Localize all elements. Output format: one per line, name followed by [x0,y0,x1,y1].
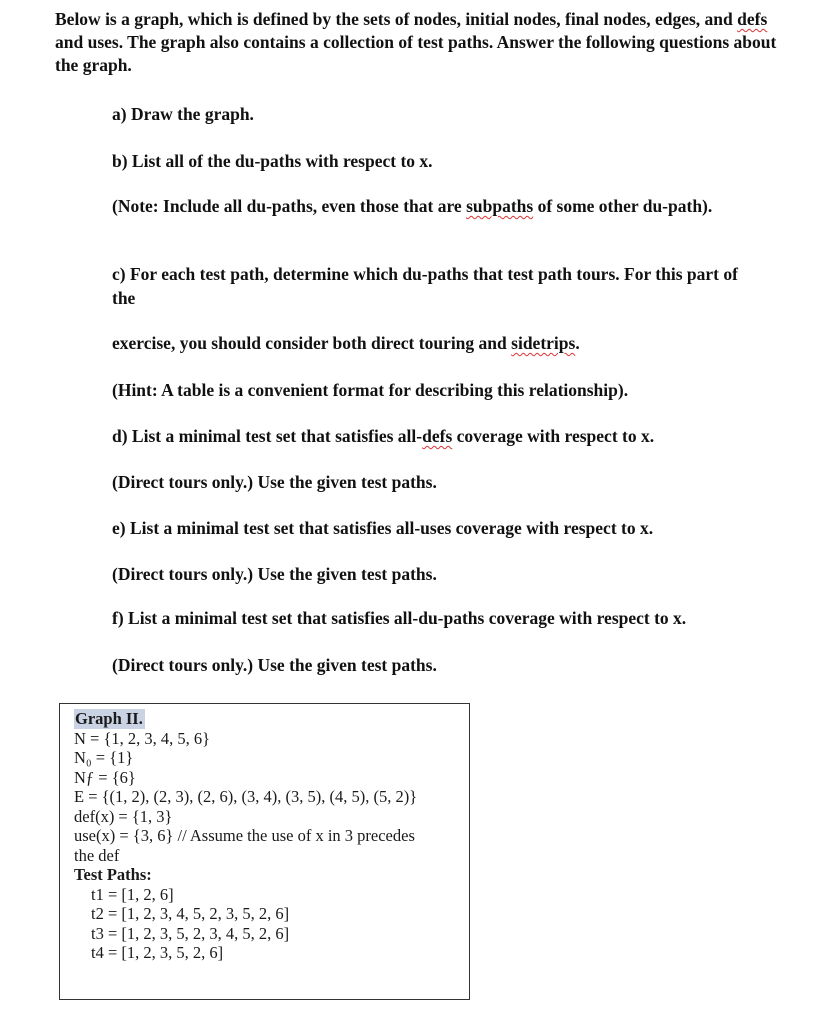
test-path-t1: t1 = [1, 2, 6] [91,884,174,904]
question-c-text-2: . [575,333,580,353]
graph-final-nodes: Nƒ = {6} [74,767,136,787]
graph-title: Graph II. [75,709,143,728]
question-d-direct: (Direct tours only.) Use the given test paths. [112,472,437,492]
graph-def: def(x) = {1, 3} [74,806,173,826]
question-b-note-subpaths: subpaths [466,196,534,216]
question-e-direct: (Direct tours only.) Use the given test paths. [112,564,437,584]
graph-use-continued: the def [74,845,120,865]
question-b-note-text-1: (Note: Include all du-paths, even those that are [112,196,467,216]
graph-definition-content [74,709,469,963]
intro-text-1: Below is a graph, which is defined by the sets of nodes, initial nodes, final nodes, edges, and [55,9,738,29]
graph-nodes: N = {1, 2, 3, 4, 5, 6} [74,728,211,748]
intro-paragraph [55,8,790,77]
question-d [112,424,792,448]
question-e: e) List a minimal test set that satisfies all-uses coverage with respect to x. [112,518,654,538]
question-d-text-2: coverage with respect to x. [452,426,655,446]
question-d-defs: defs [422,426,453,446]
question-b-note-text-2: of some other du-path). [533,196,713,216]
question-c-sidetrips: sidetrips [511,333,576,353]
question-d-text-1: d) List a minimal test set that satisfies all- [112,426,423,446]
question-f: f) List a minimal test set that satisfies all-du-paths coverage with respect to x. [112,608,687,628]
graph-initial-nodes: N₀ = {1} [74,748,134,767]
question-c-continued [112,331,792,355]
question-c: c) For each test path, determine which du-paths that test path tours. For this part of the [112,264,738,308]
graph-edges: E = {(1, 2), (2, 3), (2, 6), (3, 4), (3, 5), (4, 5), (5, 2)} [74,787,418,806]
test-path-t3: t3 = [1, 2, 3, 5, 2, 3, 4, 5, 2, 6] [91,923,290,943]
question-f-direct: (Direct tours only.) Use the given test paths. [112,655,437,675]
intro-text-2: and uses. The graph also contains a collection of test paths. Answer the following questions about the graph. [55,32,777,75]
graph-use: use(x) = {3, 6} // Assume the use of x in 3 precedes [74,826,415,845]
test-paths-label: Test Paths: [74,865,152,884]
question-a: a) Draw the graph. [112,104,254,124]
question-b: b) List all of the du-paths with respect to x. [112,151,433,171]
test-path-t4: t4 = [1, 2, 3, 5, 2, 6] [91,943,224,962]
question-b-note [112,194,792,218]
test-path-t2: t2 = [1, 2, 3, 4, 5, 2, 3, 5, 2, 6] [91,904,290,923]
question-c-text-1: exercise, you should consider both direct touring and [112,333,512,353]
graph-definition-box [59,703,470,1000]
intro-defs-word: defs [737,9,768,29]
question-c-hint: (Hint: A table is a convenient format for describing this relationship). [112,380,629,400]
